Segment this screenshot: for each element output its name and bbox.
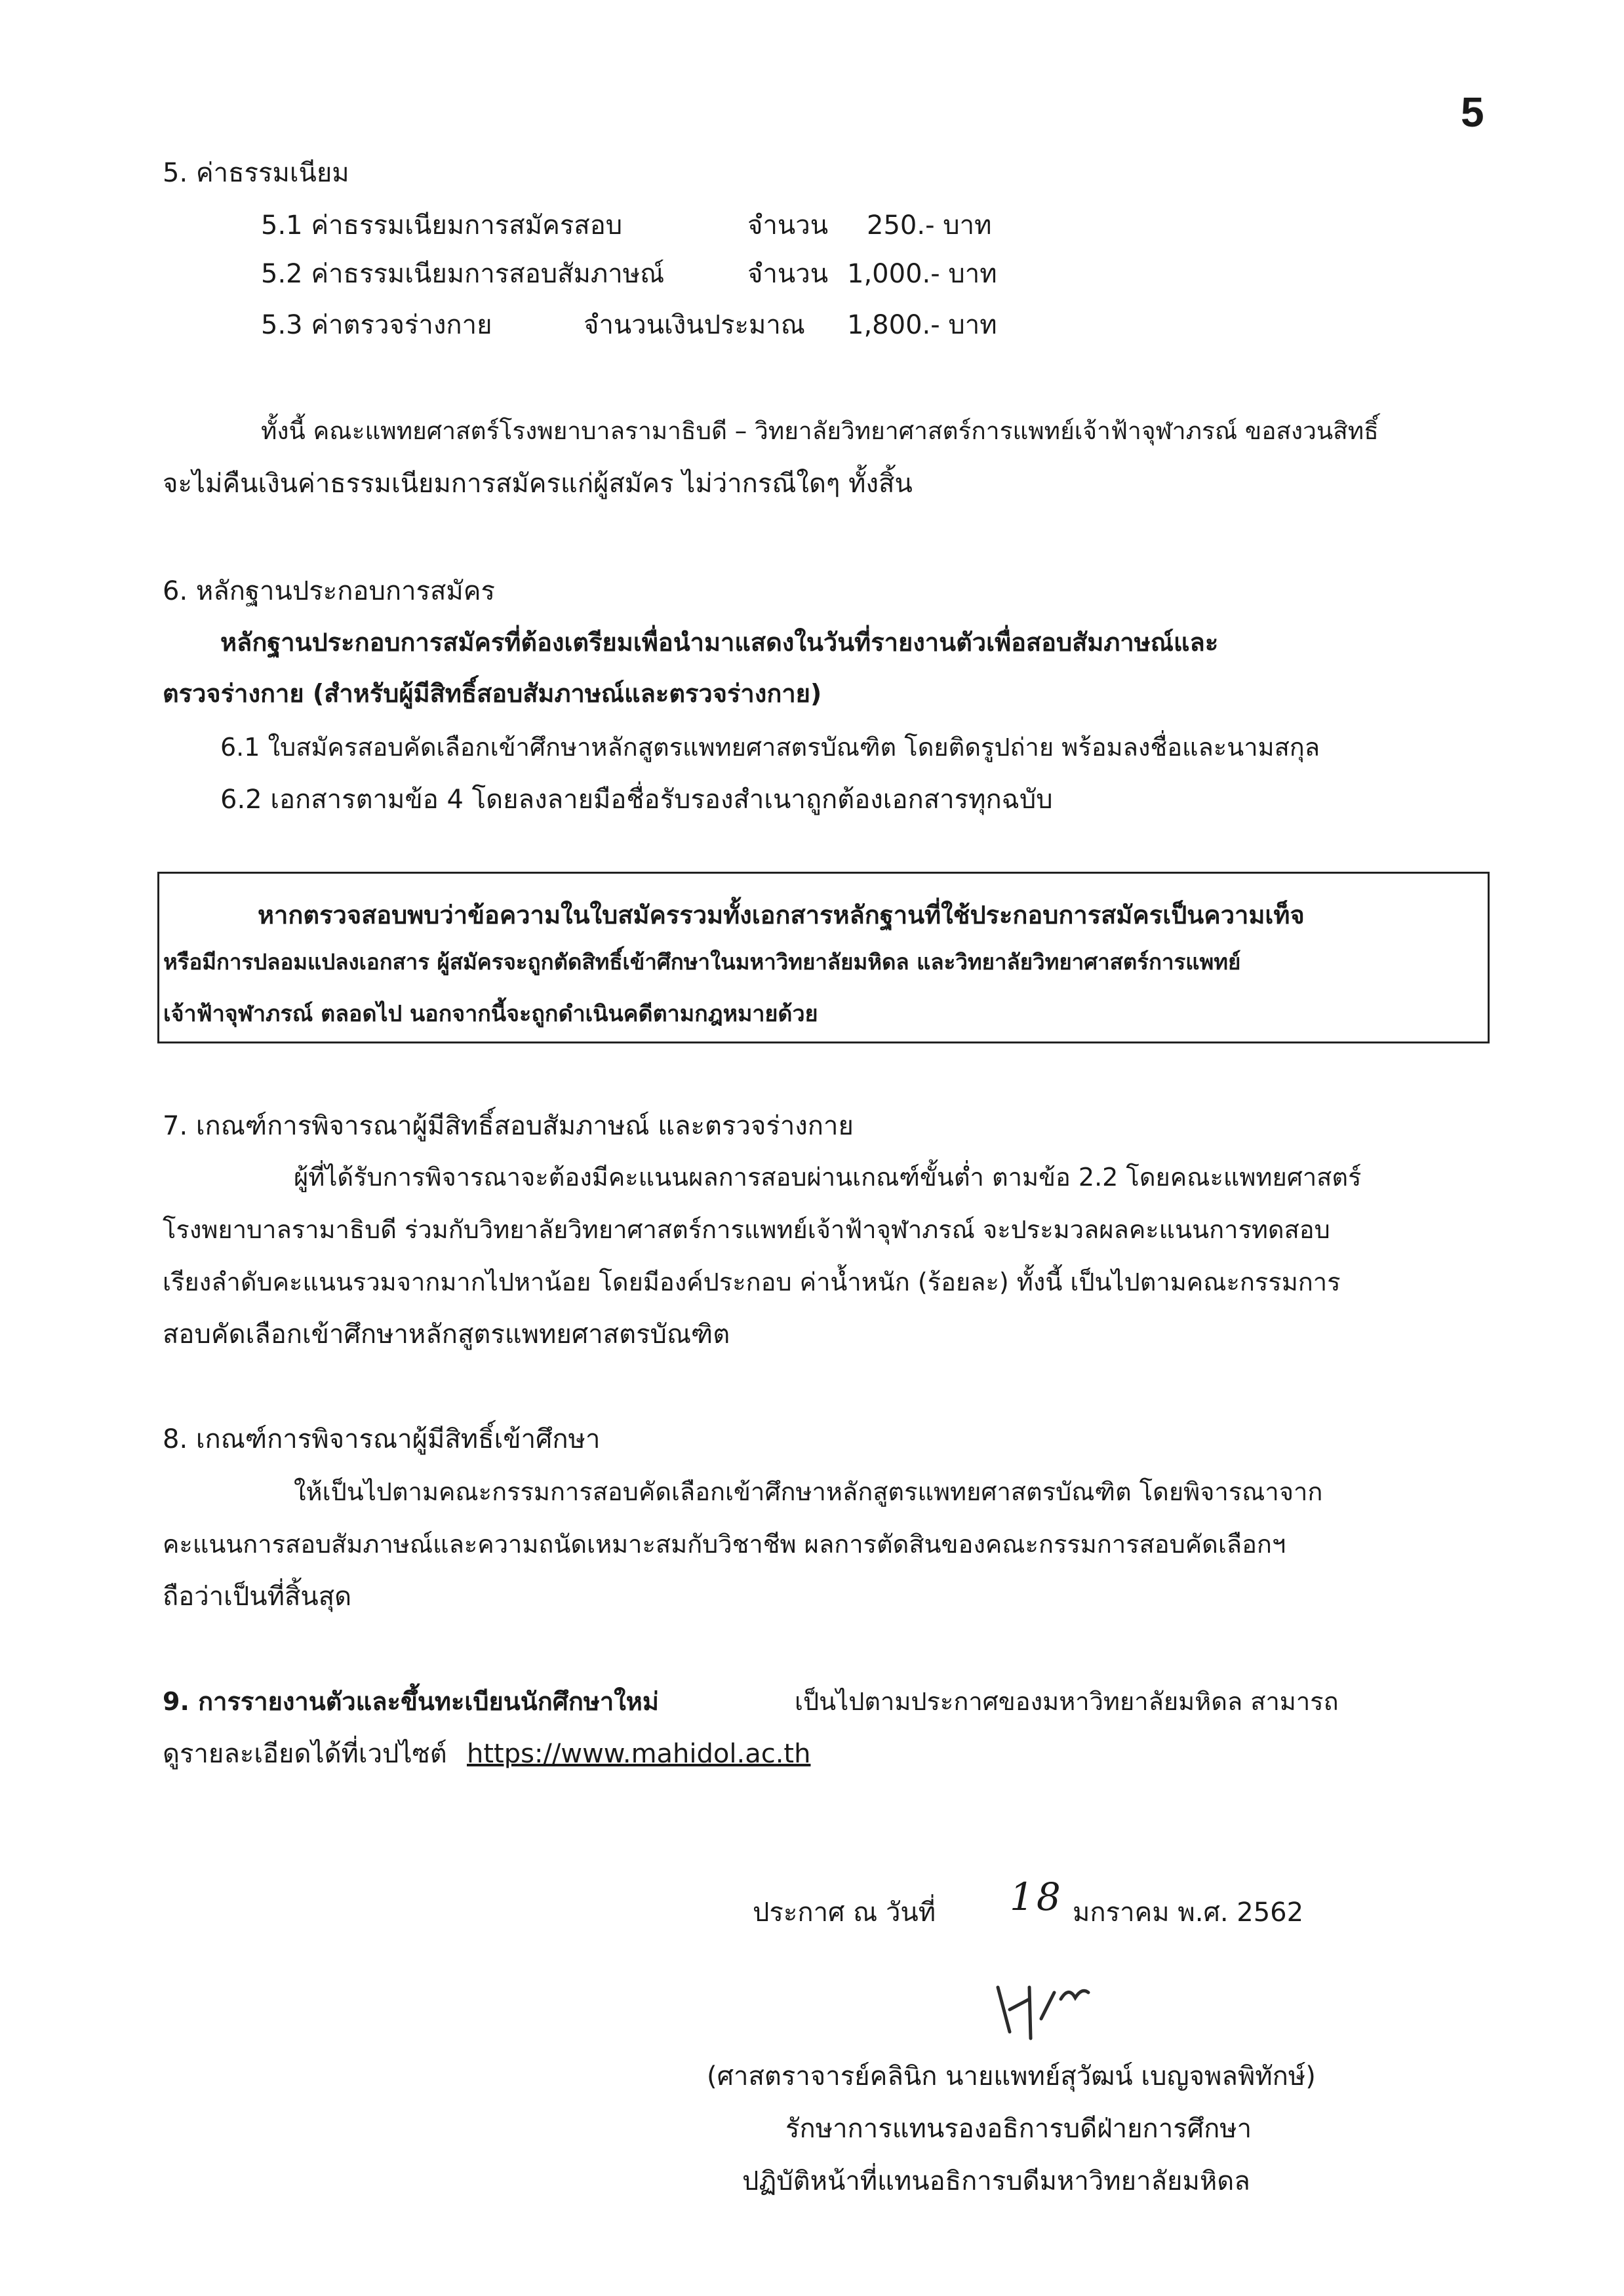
- section-7-line-2: โรงพยาบาลรามาธิบดี ร่วมกับวิทยาลัยวิทยาศาสตร์การแพทย์เจ้าฟ้าจุฬาภรณ์ จะประมวลผลคะแนนการทดสอบ: [163, 1215, 1330, 1244]
- section-6-item-2: 6.2 เอกสารตามข้อ 4 โดยลงลายมือชื่อรับรองสำเนาถูกต้องเอกสารทุกฉบับ: [220, 785, 1053, 815]
- fee-label-1: 5.1 ค่าธรรมเนียมการสมัครสอบ: [261, 210, 623, 241]
- signature: [983, 1973, 1101, 2045]
- section-8-heading: 8. เกณฑ์การพิจารณาผู้มีสิทธิ์เข้าศึกษา: [163, 1424, 601, 1454]
- section-7-line-1: ผู้ที่ได้รับการพิจารณาจะต้องมีคะแนนผลการสอบผ่านเกณฑ์ขั้นต่ำ ตามข้อ 2.2 โดยคณะแพทยศาสตร์: [294, 1163, 1362, 1192]
- signatory-title-2: ปฏิบัติหน้าที่แทนอธิการบดีมหาวิทยาลัยมหิดล: [742, 2166, 1250, 2196]
- warning-box: [157, 872, 1490, 1043]
- fee-label-3: 5.3 ค่าตรวจร่างกาย: [261, 310, 492, 340]
- page-number: 5: [1461, 88, 1484, 136]
- fee-prefix-2: จำนวน: [747, 259, 829, 289]
- warning-line-1: หากตรวจสอบพบว่าข้อความในใบสมัครรวมทั้งเอกสารหลักฐานที่ใช้ประกอบการสมัครเป็นความเท็จ: [258, 901, 1305, 929]
- fee-prefix-3: จำนวนเงินประมาณ: [584, 310, 805, 340]
- section-8-line-3: ถือว่าเป็นที่สิ้นสุด: [163, 1582, 352, 1612]
- section-9-heading: 9. การรายงานตัวและขึ้นทะเบียนนักศึกษาใหม่: [163, 1687, 659, 1716]
- section-9-text-line-1: เป็นไปตามประกาศของมหาวิทยาลัยมหิดล สามารถ: [795, 1687, 1339, 1716]
- fee-amount-2: 1,000.- บาท: [847, 259, 997, 289]
- section-6-bold-line-2: ตรวจร่างกาย (สำหรับผู้มีสิทธิ์สอบสัมภาษณ์และตรวจร่างกาย): [163, 679, 822, 708]
- section-6-item-1: 6.1 ใบสมัครสอบคัดเลือกเข้าศึกษาหลักสูตรแพทยศาสตรบัณฑิต โดยติดรูปถ่าย พร้อมลงชื่อและนามสกุล: [220, 733, 1320, 762]
- warning-line-2: หรือมีการปลอมแปลงเอกสาร ผู้สมัครจะถูกตัดสิทธิ์เข้าศึกษาในมหาวิทยาลัยมหิดล และวิทยาลัยวิทยาศาสตร์การแพทย์: [163, 949, 1241, 975]
- section-5-note-line-1: ทั้งนี้ คณะแพทยศาสตร์โรงพยาบาลรามาธิบดี – วิทยาลัยวิทยาศาสตร์การแพทย์เจ้าฟ้าจุฬาภรณ์ ขอสงวนสิทธิ์: [261, 417, 1379, 445]
- section-5-note-line-2: จะไม่คืนเงินค่าธรรมเนียมการสมัครแก่ผู้สมัคร ไม่ว่ากรณีใดๆ ทั้งสิ้น: [163, 469, 913, 499]
- section-5-heading: 5. ค่าธรรมเนียม: [163, 158, 349, 188]
- fee-label-2: 5.2 ค่าธรรมเนียมการสอบสัมภาษณ์: [261, 259, 665, 289]
- section-8-line-1: ให้เป็นไปตามคณะกรรมการสอบคัดเลือกเข้าศึกษาหลักสูตรแพทยศาสตรบัณฑิต โดยพิจารณาจาก: [294, 1477, 1323, 1506]
- section-7-line-3: เรียงลำดับคะแนนรวมจากมากไปหาน้อย โดยมีองค์ประกอบ ค่าน้ำหนัก (ร้อยละ) ทั้งนี้ เป็นไปตามคณะกรรมการ: [163, 1268, 1341, 1296]
- section-9-text-line-2: ดูรายละเอียดได้ที่เวปไซต์: [163, 1739, 447, 1769]
- announcement-day: 18: [1010, 1875, 1063, 1919]
- signatory-title-1: รักษาการแทนรองอธิการบดีฝ่ายการศึกษา: [785, 2114, 1252, 2144]
- mahidol-website-link[interactable]: https://www.mahidol.ac.th: [467, 1739, 811, 1769]
- section-6-bold-line-1: หลักฐานประกอบการสมัครที่ต้องเตรียมเพื่อนำมาแสดงในวันที่รายงานตัวเพื่อสอบสัมภาษณ์และ: [220, 628, 1219, 657]
- section-6-heading: 6. หลักฐานประกอบการสมัคร: [163, 576, 496, 606]
- announcement-prefix: ประกาศ ณ วันที่: [753, 1897, 936, 1928]
- fee-amount-1: 250.- บาท: [867, 210, 992, 241]
- section-7-line-4: สอบคัดเลือกเข้าศึกษาหลักสูตรแพทยศาสตรบัณฑิต: [163, 1319, 730, 1350]
- fee-prefix-1: จำนวน: [747, 210, 829, 241]
- signatory-name: (ศาสตราจารย์คลินิก นายแพทย์สุวัฒน์ เบญจพลพิทักษ์): [707, 2061, 1316, 2092]
- section-8-line-2: คะแนนการสอบสัมภาษณ์และความถนัดเหมาะสมกับวิชาชีพ ผลการตัดสินของคณะกรรมการสอบคัดเลือกฯ: [163, 1530, 1286, 1559]
- announcement-month-year: มกราคม พ.ศ. 2562: [1073, 1897, 1304, 1928]
- warning-line-3: เจ้าฟ้าจุฬาภรณ์ ตลอดไป นอกจากนี้จะถูกดำเนินคดีตามกฎหมายด้วย: [163, 1001, 818, 1027]
- section-7-heading: 7. เกณฑ์การพิจารณาผู้มีสิทธิ์สอบสัมภาษณ์ และตรวจร่างกาย: [163, 1111, 854, 1141]
- fee-amount-3: 1,800.- บาท: [847, 310, 997, 340]
